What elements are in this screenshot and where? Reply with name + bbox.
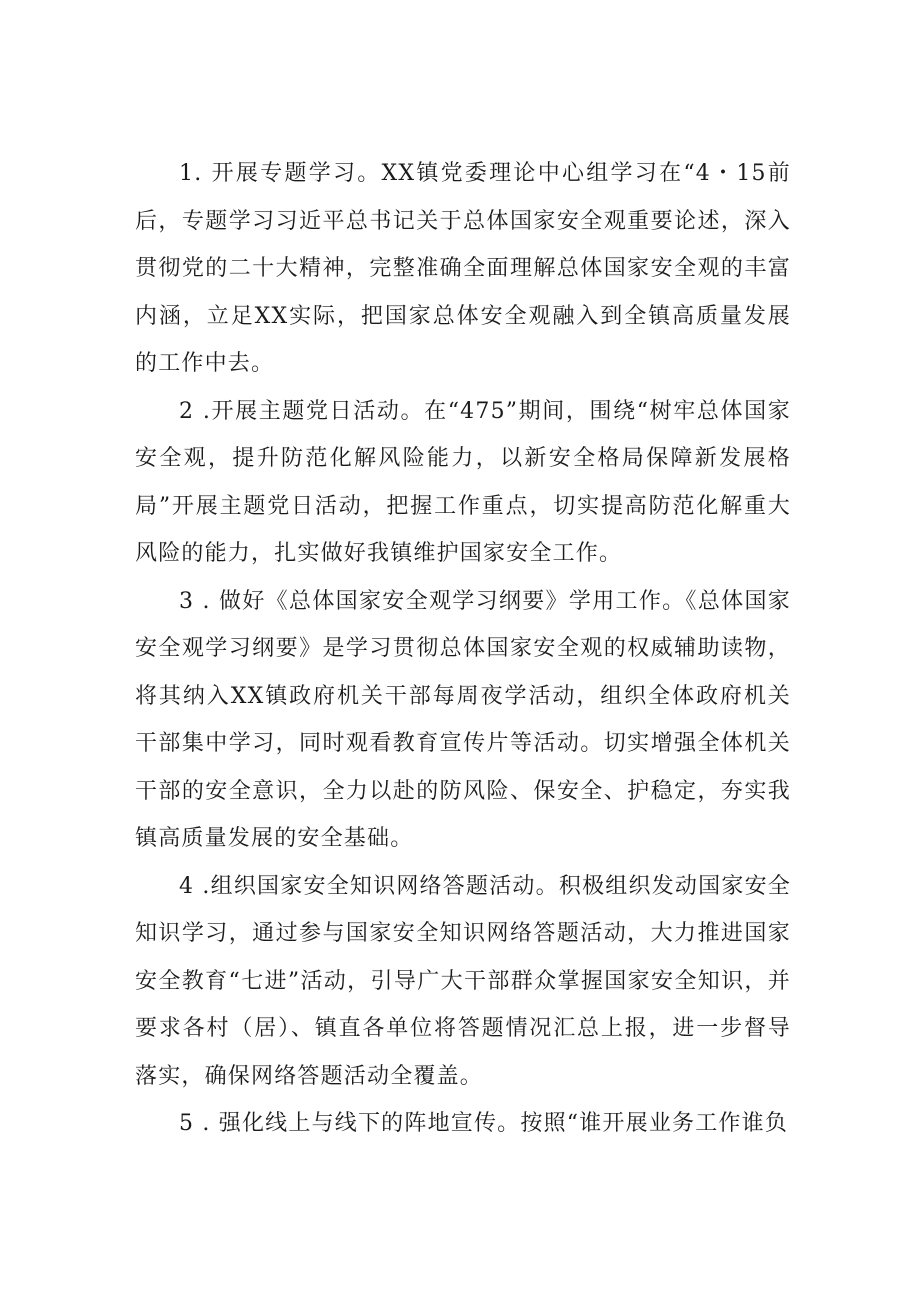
paragraph-4: 4 .组织国家安全知识网络答题活动。积极组织发动国家安全知识学习，通过参与国家安全知识网络答题活动，大力推进国家安全教育“七进”活动，引导广大干部群众掌握国家安全知识，并要求各村（居）、镇直各单位将答题情况汇总上报，进一步督导落实，确保网络答题活动全覆盖。 bbox=[135, 873, 791, 1089]
paragraph-2: 2 .开展主题党日活动。在“475”期间，围绕“树牢总体国家安全观，提升防范化解风险能力，以新安全格局保障新发展格局”开展主题党日活动，把握工作重点，切实提高防范化解重大风险的能力，扎实做好我镇维护国家安全工作。 bbox=[135, 398, 791, 566]
document-body bbox=[135, 150, 791, 1148]
paragraph-5: 5 . 强化线上与线下的阵地宣传。按照“谁开展业务工作谁负 bbox=[179, 1111, 789, 1136]
paragraph-1: 1. 开展专题学习。XX镇党委理论中心组学习在“4・15前后，专题学习习近平总书记关于总体国家安全观重要论述，深入贯彻党的二十大精神，完整准确全面理解总体国家安全观的丰富内涵，立足XX实际，把国家总体安全观融入到全镇高质量发展的工作中去。 bbox=[135, 161, 791, 376]
paragraph-3: 3 . 做好《总体国家安全观学习纲要》学用工作。《总体国家安全观学习纲要》是学习贯彻总体国家安全观的权威辅助读物，将其纳入XX镇政府机关干部每周夜学活动，组织全体政府机关干部集中学习，同时观看教育宣传片等活动。切实增强全体机关干部的安全意识，全力以赴的防风险、保安全、护稳定，夯实我镇高质量发展的安全基础。 bbox=[135, 588, 791, 851]
